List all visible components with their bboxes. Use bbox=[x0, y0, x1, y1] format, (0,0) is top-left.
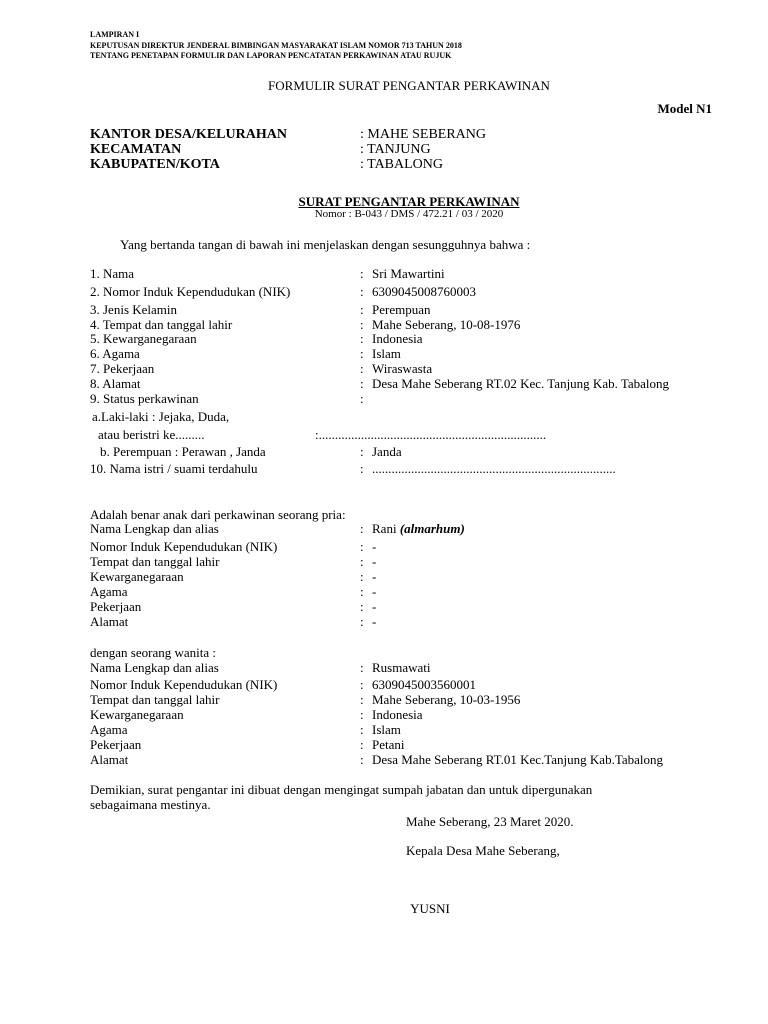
document-title: SURAT PENGANTAR PERKAWINAN bbox=[298, 194, 520, 209]
header-lampiran: LAMPIRAN I bbox=[90, 30, 140, 39]
header-keputusan: KEPUTUSAN DIREKTUR JENDERAL BIMBINGAN MASYARAKAT ISLAM NOMOR 713 TAHUN 2018 bbox=[90, 41, 462, 50]
colon: : bbox=[360, 752, 364, 767]
colon: : bbox=[360, 539, 364, 554]
subject-nama-ex-label: 10. Nama istri / suami terdahulu bbox=[90, 461, 258, 476]
father-nik-label: Nomor Induk Kependudukan (NIK) bbox=[90, 539, 278, 554]
office-value-kabupaten: : TABALONG bbox=[360, 157, 444, 172]
subject-kerja-label: 7. Pekerjaan bbox=[90, 361, 155, 376]
subject-ttl-value: Mahe Seberang, 10-08-1976 bbox=[372, 317, 521, 332]
father-wn-value: - bbox=[372, 569, 377, 584]
subject-alamat-value: Desa Mahe Seberang RT.02 Kec. Tanjung Kab. Tabalong bbox=[372, 376, 670, 391]
colon: : bbox=[360, 361, 364, 376]
intro-text: Yang bertanda tangan di bawah ini menjelaskan dengan sesungguhnya bahwa : bbox=[120, 237, 531, 252]
subject-nama-value: Sri Mawartini bbox=[372, 266, 445, 281]
father-wn-label: Kewarganegaraan bbox=[90, 569, 184, 584]
father-kerja-value: - bbox=[372, 599, 377, 614]
subject-nama-ex-value: ........................................................................... bbox=[372, 461, 616, 476]
father-ttl-label: Tempat dan tanggal lahir bbox=[90, 554, 220, 569]
form-title: FORMULIR SURAT PENGANTAR PERKAWINAN bbox=[268, 78, 550, 93]
office-label-kecamatan: KECAMATAN bbox=[90, 142, 182, 157]
colon: : bbox=[360, 569, 364, 584]
subject-beristri-label: atau beristri ke......... bbox=[98, 427, 205, 442]
colon: : bbox=[360, 302, 364, 317]
subject-wn-label: 5. Kewarganegaraan bbox=[90, 331, 197, 346]
subject-nama-label: 1. Nama bbox=[90, 266, 135, 281]
mother-nama-value: Rusmawati bbox=[372, 660, 431, 675]
place-date: Mahe Seberang, 23 Maret 2020. bbox=[406, 814, 574, 829]
colon: : bbox=[360, 331, 364, 346]
closing-line-1: Demikian, surat pengantar ini dibuat dengan mengingat sumpah jabatan dan untuk dipergunakan bbox=[90, 782, 593, 797]
mother-nik-value: 6309045003560001 bbox=[372, 677, 476, 692]
colon: : bbox=[360, 692, 364, 707]
colon: : bbox=[360, 346, 364, 361]
mother-wn-value: Indonesia bbox=[372, 707, 423, 722]
colon: : bbox=[360, 444, 364, 459]
office-label-kabupaten: KABUPATEN/KOTA bbox=[90, 157, 220, 172]
subject-wn-value: Indonesia bbox=[372, 331, 423, 346]
mother-nama-label: Nama Lengkap dan alias bbox=[90, 660, 219, 675]
subject-nik-value: 6309045008760003 bbox=[372, 284, 476, 299]
mother-alamat-value: Desa Mahe Seberang RT.01 Kec.Tanjung Kab.Tabalong bbox=[372, 752, 664, 767]
father-nik-value: - bbox=[372, 539, 377, 554]
subject-perempuan-label: b. Perempuan : Perawan , Janda bbox=[100, 444, 266, 459]
signer-name: YUSNI bbox=[410, 901, 450, 916]
colon: : bbox=[360, 677, 364, 692]
document-number: Nomor : B-043 / DMS / 472.21 / 03 / 2020 bbox=[314, 208, 504, 220]
mother-alamat-label: Alamat bbox=[90, 752, 129, 767]
subject-status-label: 9. Status perkawinan bbox=[90, 391, 199, 406]
mother-intro: dengan seorang wanita : bbox=[90, 645, 216, 660]
mother-nik-label: Nomor Induk Kependudukan (NIK) bbox=[90, 677, 278, 692]
colon: : bbox=[360, 584, 364, 599]
colon: : bbox=[360, 391, 364, 406]
father-agama-label: Agama bbox=[90, 584, 128, 599]
father-nama-value bbox=[372, 521, 465, 537]
father-agama-value: - bbox=[372, 584, 377, 599]
mother-agama-value: Islam bbox=[372, 722, 401, 737]
colon: : bbox=[360, 266, 364, 281]
colon: : bbox=[360, 599, 364, 614]
colon: : bbox=[360, 461, 364, 476]
colon: : bbox=[360, 521, 364, 536]
subject-beristri-value: :...................................................................... bbox=[315, 427, 547, 442]
father-ttl-value: - bbox=[372, 554, 377, 569]
subject-jk-value: Perempuan bbox=[372, 302, 431, 317]
colon: : bbox=[360, 376, 364, 391]
header-tentang: TENTANG PENETAPAN FORMULIR DAN LAPORAN PENCATATAN PERKAWINAN ATAU RUJUK bbox=[90, 51, 452, 60]
mother-ttl-value: Mahe Seberang, 10-03-1956 bbox=[372, 692, 521, 707]
subject-kerja-value: Wiraswasta bbox=[372, 361, 433, 376]
mother-wn-label: Kewarganegaraan bbox=[90, 707, 184, 722]
mother-kerja-label: Pekerjaan bbox=[90, 737, 142, 752]
mother-kerja-value: Petani bbox=[372, 737, 405, 752]
model-code: Model N1 bbox=[657, 101, 712, 116]
father-alamat-label: Alamat bbox=[90, 614, 129, 629]
father-nama-text: Rani bbox=[372, 521, 397, 536]
subject-nik-label: 2. Nomor Induk Kependudukan (NIK) bbox=[90, 284, 291, 299]
father-intro: Adalah benar anak dari perkawinan seorang pria: bbox=[90, 507, 346, 522]
subject-agama-value: Islam bbox=[372, 346, 401, 361]
office-value-kecamatan: : TANJUNG bbox=[360, 142, 431, 157]
colon: : bbox=[360, 317, 364, 332]
colon: : bbox=[360, 614, 364, 629]
subject-perempuan-value: Janda bbox=[372, 444, 402, 459]
father-nama-note: (almarhum) bbox=[399, 521, 465, 536]
colon: : bbox=[360, 737, 364, 752]
colon: : bbox=[360, 722, 364, 737]
subject-jk-label: 3. Jenis Kelamin bbox=[90, 302, 178, 317]
mother-agama-label: Agama bbox=[90, 722, 128, 737]
mother-ttl-label: Tempat dan tanggal lahir bbox=[90, 692, 220, 707]
colon: : bbox=[360, 284, 364, 299]
father-kerja-label: Pekerjaan bbox=[90, 599, 142, 614]
colon: : bbox=[360, 707, 364, 722]
subject-agama-label: 6. Agama bbox=[90, 346, 140, 361]
subject-ttl-label: 4. Tempat dan tanggal lahir bbox=[90, 317, 233, 332]
colon: : bbox=[360, 554, 364, 569]
colon: : bbox=[360, 660, 364, 675]
subject-alamat-label: 8. Alamat bbox=[90, 376, 141, 391]
signer-position: Kepala Desa Mahe Seberang, bbox=[406, 843, 560, 858]
subject-laki-label: a.Laki-laki : Jejaka, Duda, bbox=[92, 409, 230, 424]
office-label-desa: KANTOR DESA/KELURAHAN bbox=[90, 127, 287, 142]
office-value-desa: : MAHE SEBERANG bbox=[360, 127, 487, 142]
father-alamat-value: - bbox=[372, 614, 377, 629]
father-nama-label: Nama Lengkap dan alias bbox=[90, 521, 219, 536]
closing-line-2: sebagaimana mestinya. bbox=[90, 797, 211, 812]
